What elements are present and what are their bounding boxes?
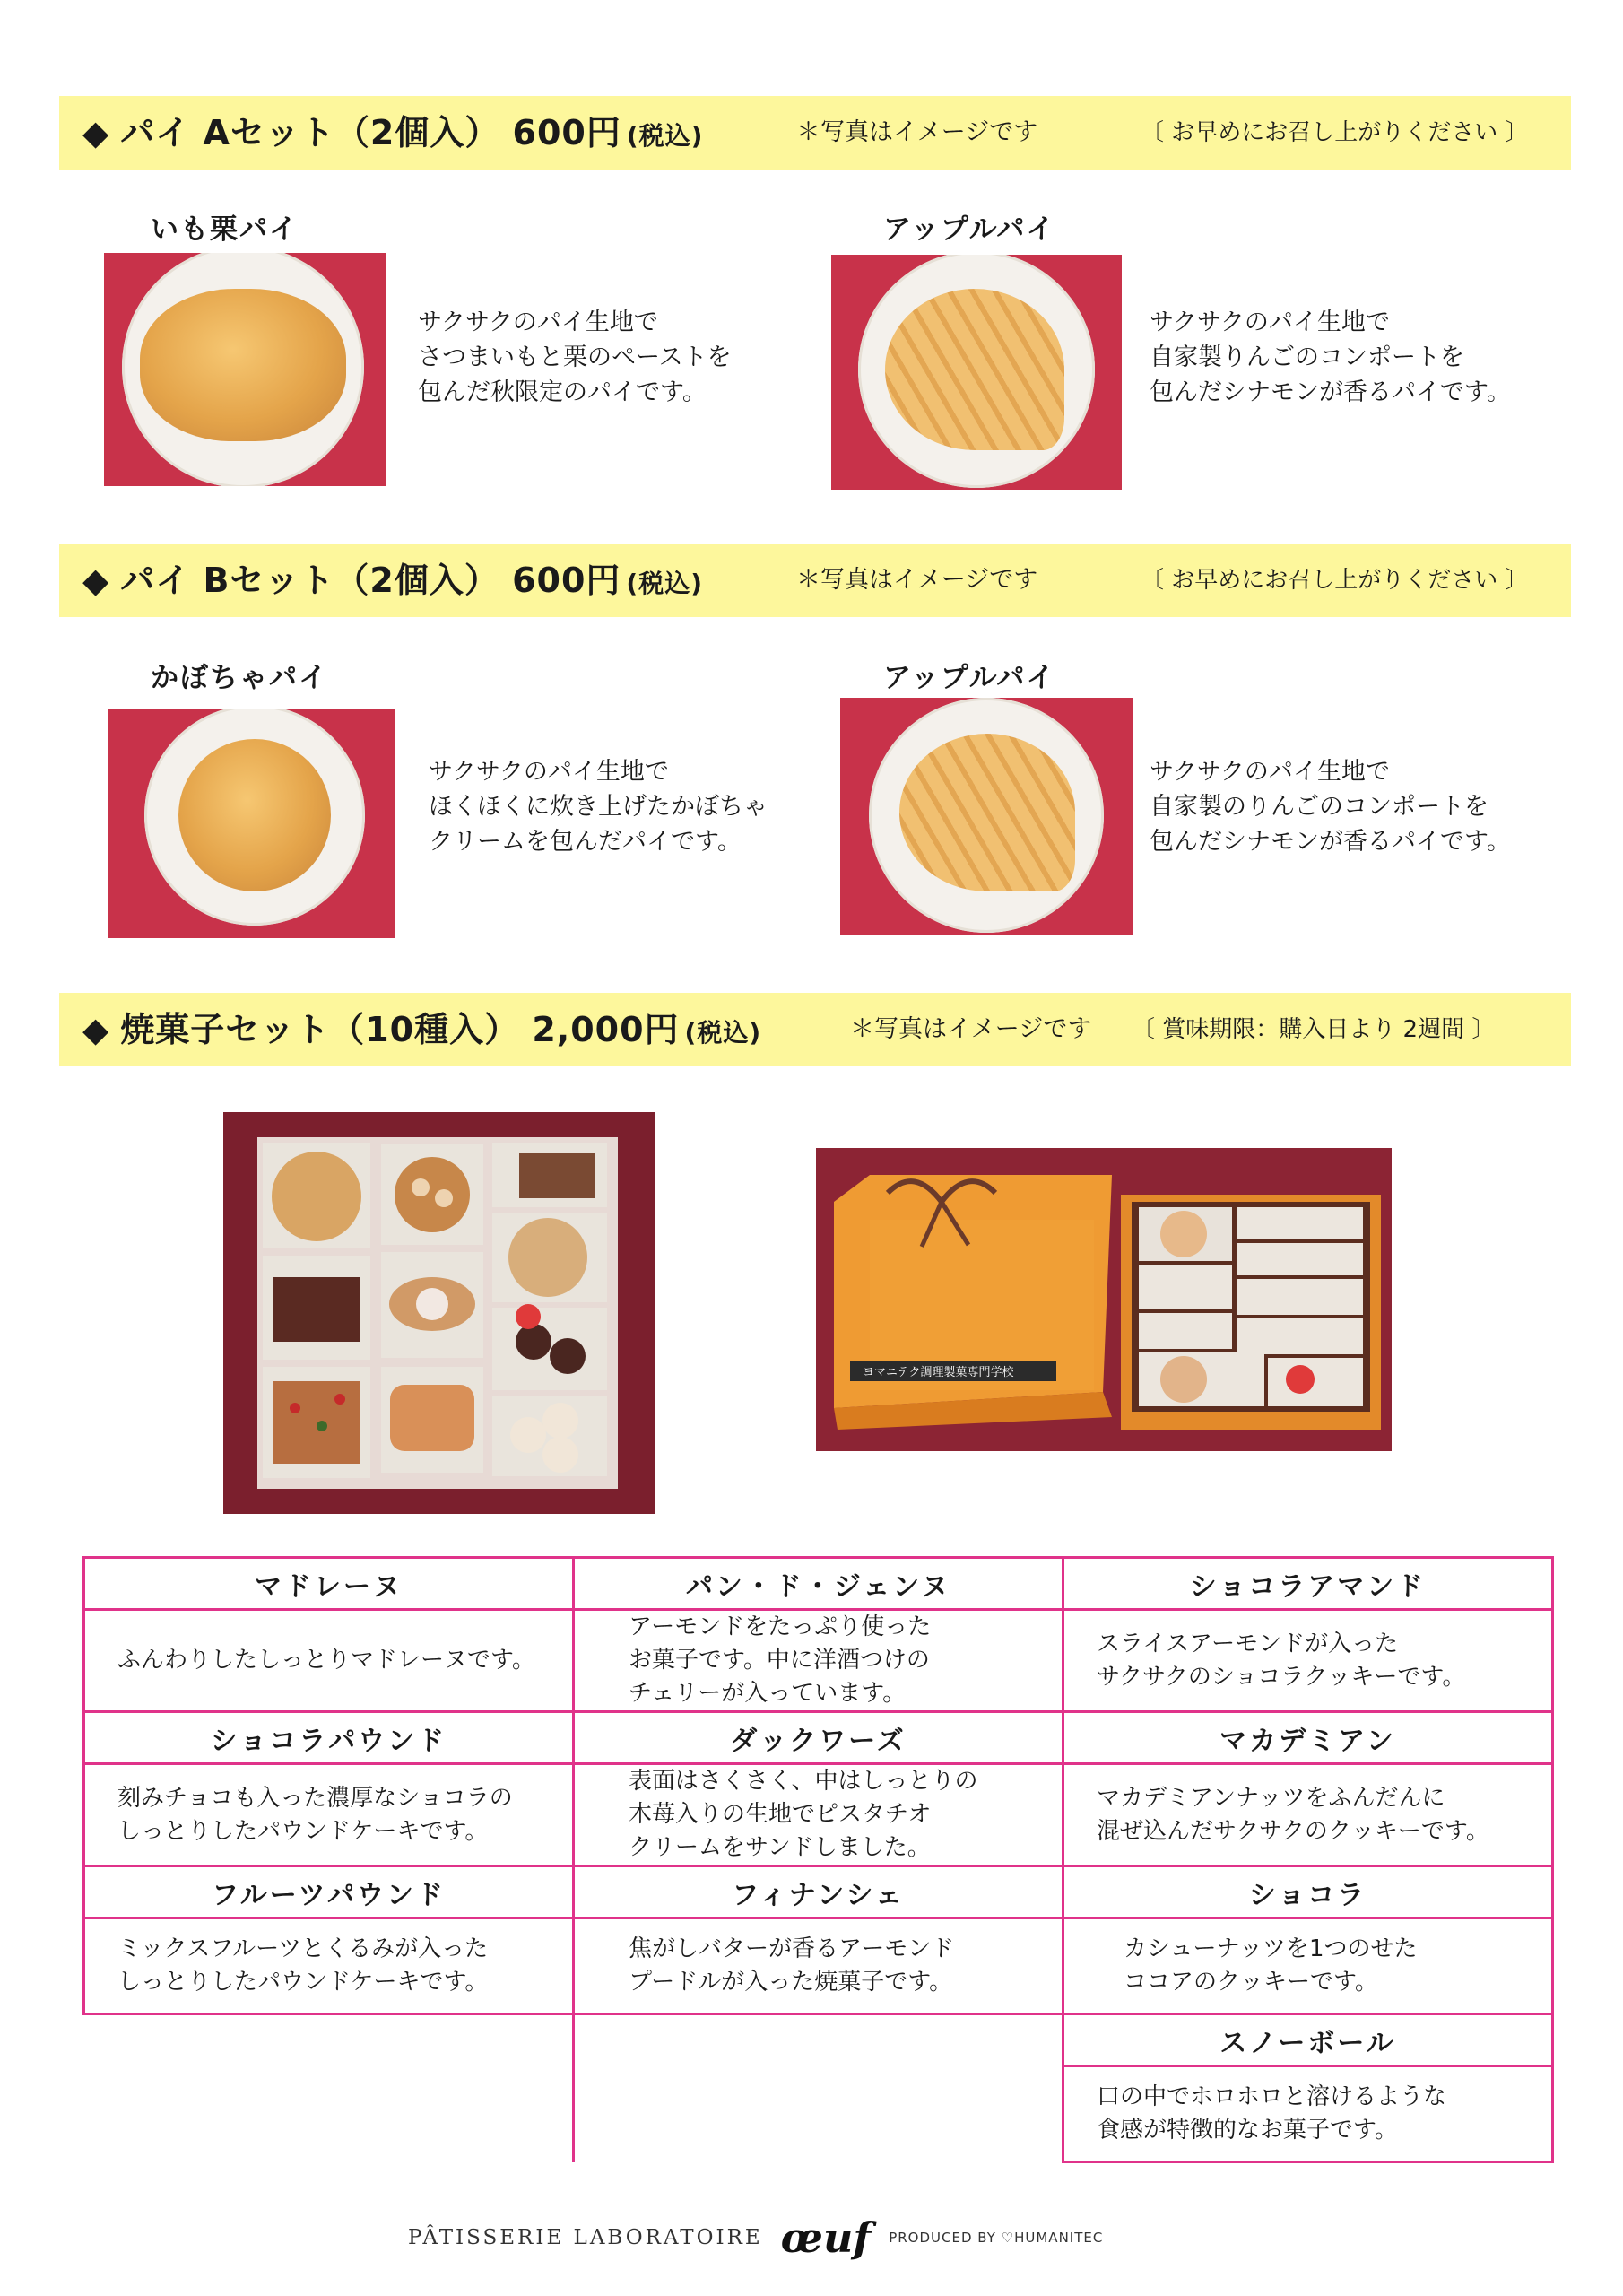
product-description: サクサクのパイ生地で 自家製のりんごのコンポートを 包んだシナモンが香るパイです。 — [1150, 758, 1511, 856]
baked-goods-assortment-photo — [223, 1112, 655, 1514]
sweet-name: マカデミアン — [1063, 1712, 1553, 1764]
section-c-note: ＊写真はイメージです — [850, 1015, 1092, 1043]
sweet-name: ショコラ — [1063, 1866, 1553, 1918]
section-a-note: ＊写真はイメージです — [796, 118, 1038, 146]
section-c-title: 焼菓子セット（10種入） 2,000円 — [120, 1010, 680, 1049]
product-name: アップルパイ — [883, 662, 1056, 694]
section-b-bracket: 〔 お早めにお召し上がりください 〕 — [1141, 567, 1529, 594]
section-a-header — [59, 96, 1571, 170]
sweet-description: スライスアーモンドが入った サクサクのショコラクッキーです。 — [1063, 1610, 1553, 1712]
section-b-tax: (税込) — [626, 569, 704, 598]
sweet-description: ミックスフルーツとくるみが入った しっとりしたパウンドケーキです。 — [84, 1918, 574, 2014]
product-photo-imo-kuri — [104, 253, 386, 486]
sweet-description: 表面はさくさく、中はしっとりの 木苺入りの生地でピスタチオ クリームをサンドしました。 — [574, 1764, 1063, 1866]
sweet-description: 刻みチョコも入った濃厚なショコラの しっとりしたパウンドケーキです。 — [84, 1764, 574, 1866]
sweet-description: アーモンドをたっぷり使った お菓子です。中に洋酒つけの チェリーが入っています。 — [574, 1610, 1063, 1712]
box-label: ヨマニテク調理製菓専門学校 — [863, 1366, 1014, 1379]
section-b-note: ＊写真はイメージです — [796, 566, 1038, 594]
section-a-title: パイ Aセット（2個入） 600円 — [120, 113, 621, 152]
product-description: サクサクのパイ生地で ほくほくに炊き上げたかぼちゃ クリームを包んだパイです。 — [429, 758, 768, 856]
sweets-table — [82, 1556, 1554, 2163]
section-c-bracket: 〔 賞味期限：購入日より 2週間 〕 — [1132, 1016, 1496, 1043]
diamond-icon: ◆ — [82, 113, 110, 152]
sweet-description: カシューナッツを1つのせた ココアのクッキーです。 — [1063, 1918, 1553, 2014]
product-photo-kabocha-pie — [108, 709, 395, 938]
product-description: サクサクのパイ生地で 自家製りんごのコンポートを 包んだシナモンが香るパイです。 — [1150, 309, 1511, 406]
diamond-icon: ◆ — [82, 561, 110, 600]
brand-name: PÂTISSERIE LABORATOIRE — [408, 2226, 763, 2249]
section-c-header — [59, 993, 1571, 1066]
sweet-name: ショコラパウンド — [84, 1712, 574, 1764]
gift-box-photo — [816, 1148, 1392, 1451]
produced-by: PRODUCED BY ♡HUMANITEC — [889, 2230, 1104, 2246]
sweet-name: スノーボール — [1063, 2014, 1553, 2066]
product-name: アップルパイ — [883, 213, 1056, 246]
sweet-name: フィナンシェ — [574, 1866, 1063, 1918]
product-description: サクサクのパイ生地で さつまいもと栗のペーストを 包んだ秋限定のパイです。 — [418, 309, 732, 406]
sweet-description: 焦がしバターが香るアーモンド プードルが入った焼菓子です。 — [574, 1918, 1063, 2014]
sweet-description: ふんわりしたしっとりマドレーヌです。 — [84, 1610, 574, 1712]
section-b-title: パイ Bセット（2個入） 600円 — [120, 561, 621, 600]
sweet-name: ショコラアマンド — [1063, 1558, 1553, 1610]
diamond-icon: ◆ — [82, 1010, 110, 1049]
sweet-name: パン・ド・ジェンヌ — [574, 1558, 1063, 1610]
oeuf-logo: œuf — [780, 2213, 872, 2262]
sweet-description: マカデミアンナッツをふんだんに 混ぜ込んだサクサクのクッキーです。 — [1063, 1764, 1553, 1866]
footer-brand — [408, 2215, 1296, 2260]
section-a-bracket: 〔 お早めにお召し上がりください 〕 — [1141, 119, 1529, 146]
section-b-header — [59, 544, 1571, 617]
product-photo-apple-pie — [831, 255, 1122, 490]
sweet-description: 口の中でホロホロと溶けるような 食感が特徴的なお菓子です。 — [1063, 2066, 1553, 2162]
section-a-tax: (税込) — [626, 121, 704, 151]
section-c-tax: (税込) — [684, 1018, 762, 1048]
product-name: かぼちゃパイ — [151, 662, 328, 694]
product-photo-apple-pie — [840, 698, 1133, 935]
sweet-name: フルーツパウンド — [84, 1866, 574, 1918]
sweet-name: ダックワーズ — [574, 1712, 1063, 1764]
product-name: いも栗パイ — [151, 213, 299, 246]
sweet-name: マドレーヌ — [84, 1558, 574, 1610]
